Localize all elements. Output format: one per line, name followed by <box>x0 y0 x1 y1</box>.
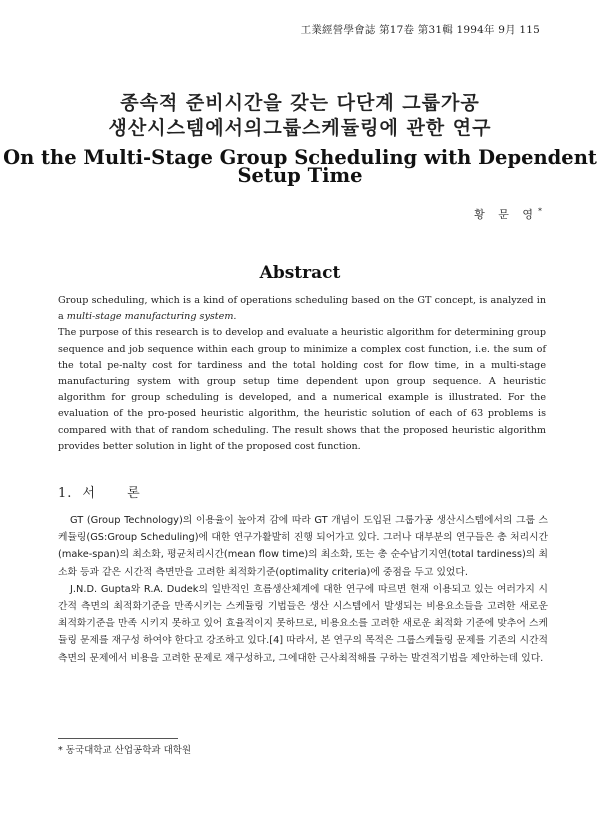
running-head: 工業經營學會誌 第17卷 第31輯 1994年 9月 115 <box>300 24 540 36</box>
introduction-body <box>58 512 548 667</box>
introduction-paragraph-2: J.N.D. Gupta와 R.A. Dudek의 일반적인 흐름생산체계에 대한 연구에 따르면 현재 이용되고 있는 여러가지 시간적 측면의 최적화기준을 만족시키는 스케듈링 기법들은 생산 시스템에서 발생되는 비용요소들을 고려한 새로운 최적화기준을 만족 시키지 못하고 있어 효율적이지 못하므로, 비용요소를 고려한 새로운 최적화 기준에 맞추어 스케듈링 문제를 재구성 하여야 한다고 강조하고 있다.[4] 따라서, 본 연구의 목적은 그룹스케듈링 문제를 기존의 시간적 측면의 문제에서 비용을 고려한 문제로 재구성하고, 그에대한 근사최적해를 구하는 발견적기법을 제안하는데 있다. <box>58 583 548 664</box>
section-title: 서 론 <box>82 486 154 501</box>
introduction-paragraph-1: GT (Group Technology)의 이용율이 높아져 감에 따라 GT 개념이 도입된 그룹가공 생산시스템에서의 그룹 스케듈링(GS:Group Scheduling)에 대한 연구가활발히 진행 되어가고 있다. 그러나 대부분의 연구들은 총 처리시간(make-span)의 최소화, 평균처리시간(mean flow time)의 최소화, 또는 총 순수납기지연(total tardiness)의 최소화 등과 같은 시간적 측면만을 고려한 최적화기준(optimality criteria)에 중점을 두고 있었다. <box>58 515 548 578</box>
section-heading-introduction <box>58 482 154 501</box>
abstract-p1-text: Group scheduling, which is a kind of operations scheduling based on the GT concept, is analyzed in a <box>58 295 546 323</box>
abstract-p1-italic: multi-stage manufacturing system. <box>66 311 237 323</box>
author-footnote-mark: * <box>538 206 542 216</box>
footnote-divider <box>58 738 178 739</box>
english-title-line-1: On the Multi-Stage Group Scheduling with Dependent <box>3 146 597 169</box>
abstract-paragraph-2: The purpose of this research is to develop and evaluate a heuristic algorithm for determining group sequence and job sequence within each group to minimize a complex cost function, i.e. the sum of the total pe-nalty cost for tardiness and the total holding cost for flow time, in a multi-stage manufacturing system with group setup time dependent upon group sequence. A heuristic algorithm for group scheduling is developed, and a numerical example is illustrated. For the evaluation of the pro-posed heuristic algorithm, the heuristic solution of each of 63 problems is compared with that of random scheduling. The result shows that the proposed heuristic algorithm provides better solution in light of the proposed cost function. <box>58 327 546 452</box>
english-title-line-2: Setup Time <box>237 164 363 187</box>
author-affiliation-footnote: * 동국대학교 산업공학과 대학원 <box>58 745 192 756</box>
abstract-body <box>58 293 546 455</box>
author-name: 황 문 영 <box>474 208 538 221</box>
section-number: 1. <box>58 486 73 501</box>
korean-title-line-1: 종속적 준비시간을 갖는 다단계 그룹가공 <box>120 92 480 114</box>
abstract-heading: Abstract <box>259 263 341 283</box>
abstract-paragraph-1 <box>58 293 546 325</box>
author <box>474 206 542 222</box>
korean-title-line-2: 생산시스템에서의그룹스케듈링에 관한 연구 <box>108 117 492 139</box>
